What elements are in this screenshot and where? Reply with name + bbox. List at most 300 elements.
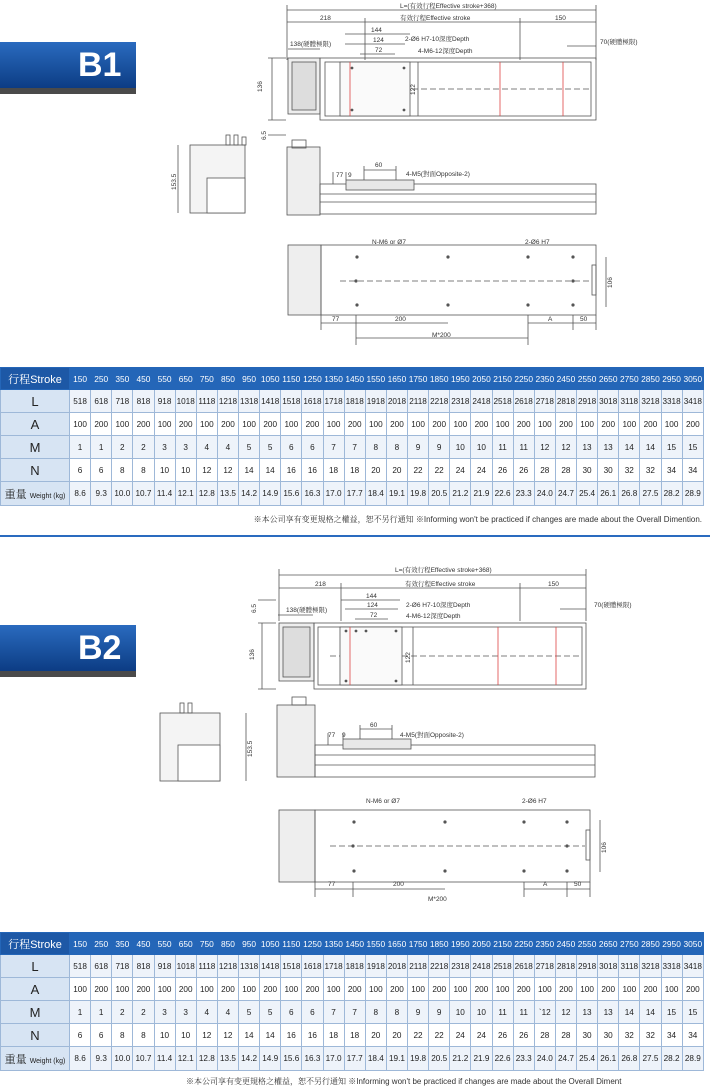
stroke-cell: 2250 (513, 368, 534, 390)
value-cell: 1418 (260, 390, 281, 413)
weight-cell: 19.8 (408, 482, 429, 506)
value-cell: 28 (555, 459, 576, 482)
value-cell: 718 (112, 390, 133, 413)
weight-cell: 25.4 (577, 1047, 598, 1071)
value-cell: 22 (408, 1024, 429, 1047)
note-m5: 4-M5(對面Opposite-2) (400, 732, 464, 739)
weight-cell: 15.6 (281, 482, 302, 506)
value-cell: 100 (154, 978, 175, 1001)
dim-70: 70(硬體極限) (600, 39, 638, 46)
row-m (1, 436, 704, 459)
value-cell: 8 (112, 1024, 133, 1047)
value-cell: 6 (302, 436, 323, 459)
value-cell: 16 (281, 1024, 302, 1047)
weight-cell: 14.9 (260, 1047, 281, 1071)
dim-72: 72 (375, 47, 383, 54)
weight-cell: 9.3 (91, 482, 112, 506)
value-cell: 200 (175, 978, 196, 1001)
value-cell: 15 (682, 1001, 703, 1024)
value-cell: 12 (534, 436, 555, 459)
stroke-cell: 2750 (619, 933, 640, 955)
value-cell: 200 (133, 978, 154, 1001)
value-cell: 8 (133, 459, 154, 482)
weight-cell: 15.6 (281, 1047, 302, 1071)
stroke-cell: 750 (196, 368, 217, 390)
value-cell: 6 (91, 1024, 112, 1047)
row-label: M (1, 436, 70, 459)
value-cell: 26 (492, 459, 513, 482)
value-cell: 9 (429, 1001, 450, 1024)
value-cell: 2518 (492, 955, 513, 978)
stroke-cell: 2950 (661, 933, 682, 955)
value-cell: 200 (302, 413, 323, 436)
value-cell: 100 (365, 413, 386, 436)
dim-124: 124 (373, 37, 384, 44)
value-cell: 1118 (196, 390, 217, 413)
value-cell: 14 (640, 1001, 661, 1024)
note-nm6: N-M6 or Ø7 (366, 798, 400, 805)
stroke-cell: 2050 (471, 933, 492, 955)
note-tap: 4-M6-12深度Depth (406, 613, 461, 620)
value-cell: 10 (175, 1024, 196, 1047)
stroke-cell: 2450 (555, 933, 576, 955)
weight-cell: 26.1 (598, 1047, 619, 1071)
stroke-cell: 450 (133, 933, 154, 955)
value-cell: 13 (577, 1001, 598, 1024)
value-cell: 34 (682, 1024, 703, 1047)
section-b1 (0, 0, 710, 535)
stroke-cell: 1450 (344, 368, 365, 390)
value-cell: 100 (534, 978, 555, 1001)
weight-cell: 8.6 (70, 482, 91, 506)
weight-cell: 14.2 (239, 1047, 260, 1071)
dim-70: 70(硬體極限) (594, 602, 632, 609)
value-cell: 30 (577, 1024, 598, 1047)
weight-cell: 12.8 (196, 1047, 217, 1071)
value-cell: 200 (260, 413, 281, 436)
dim-a: A (543, 881, 548, 888)
value-cell: 200 (640, 978, 661, 1001)
value-cell: 7 (344, 1001, 365, 1024)
value-cell: 2718 (534, 390, 555, 413)
value-cell: 200 (260, 978, 281, 1001)
value-cell: 1418 (260, 955, 281, 978)
value-cell: 28 (534, 459, 555, 482)
section-divider (0, 535, 710, 537)
value-cell: 2918 (577, 390, 598, 413)
value-cell: 100 (112, 413, 133, 436)
row-label: L (1, 390, 70, 413)
value-cell: 32 (640, 1024, 661, 1047)
value-cell: 1918 (365, 390, 386, 413)
weight-cell: 24.0 (534, 1047, 555, 1071)
value-cell: 30 (598, 1024, 619, 1047)
dim-60: 60 (370, 722, 378, 729)
weight-cell: 10.0 (112, 1047, 133, 1071)
value-cell: 32 (619, 459, 640, 482)
stroke-cell: 1950 (450, 933, 471, 955)
note-pin: 2-Ø6 H7-10深度Depth (406, 602, 471, 609)
value-cell: 100 (619, 413, 640, 436)
value-cell: 14 (640, 436, 661, 459)
note-tap: 4-M6-12深度Depth (418, 48, 473, 55)
value-cell: 200 (555, 978, 576, 1001)
value-cell: 3 (154, 1001, 175, 1024)
value-cell: 14 (619, 436, 640, 459)
value-cell: 12 (196, 1024, 217, 1047)
row-label: M (1, 1001, 70, 1024)
weight-cell: 26.8 (619, 482, 640, 506)
value-cell: 2 (133, 436, 154, 459)
stroke-cell: 1850 (429, 933, 450, 955)
value-cell: 13 (598, 436, 619, 459)
weight-cell: 26.8 (619, 1047, 640, 1071)
value-cell: 26 (492, 1024, 513, 1047)
dim-150: 150 (555, 15, 566, 22)
row-n (1, 1024, 704, 1047)
value-cell: 3418 (682, 955, 703, 978)
stroke-cell: 950 (239, 368, 260, 390)
value-cell: 20 (365, 459, 386, 482)
value-cell: 200 (91, 413, 112, 436)
value-cell: 100 (619, 978, 640, 1001)
weight-cell: 8.6 (70, 1047, 91, 1071)
value-cell: 2 (112, 1001, 133, 1024)
value-cell: 1518 (281, 955, 302, 978)
dim-150: 150 (548, 581, 559, 588)
value-cell: 100 (408, 978, 429, 1001)
row-label: A (1, 978, 70, 1001)
weight-cell: 10.7 (133, 1047, 154, 1071)
dim-1535: 153.5 (247, 740, 254, 757)
value-cell: 22 (429, 459, 450, 482)
value-cell: 34 (661, 1024, 682, 1047)
weight-cell: 10.0 (112, 482, 133, 506)
value-cell: 1618 (302, 390, 323, 413)
stroke-cell: 1750 (408, 368, 429, 390)
dim-218: 218 (315, 581, 326, 588)
value-cell: 3 (175, 436, 196, 459)
value-cell: 18 (323, 1024, 344, 1047)
row-label: 重量 Weight (kg) (1, 1047, 70, 1071)
value-cell: 2618 (513, 955, 534, 978)
value-cell: 24 (471, 459, 492, 482)
value-cell: 200 (471, 978, 492, 1001)
stroke-cell: 350 (112, 933, 133, 955)
value-cell: 13 (577, 436, 598, 459)
value-cell: 10 (471, 1001, 492, 1024)
weight-cell: 18.4 (365, 1047, 386, 1071)
value-cell: 10 (450, 1001, 471, 1024)
value-cell: 14 (239, 1024, 260, 1047)
value-cell: 1 (91, 436, 112, 459)
value-cell: 100 (661, 978, 682, 1001)
stroke-cell: 250 (91, 933, 112, 955)
dim-total-label: L=(有效行程Effective stroke+368) (400, 3, 497, 10)
stroke-cell: 1250 (302, 933, 323, 955)
value-cell: 1818 (344, 390, 365, 413)
stroke-cell: 2350 (534, 933, 555, 955)
value-cell: 4 (217, 1001, 238, 1024)
stroke-cell: 1750 (408, 933, 429, 955)
value-cell: 15 (661, 436, 682, 459)
value-cell: 2718 (534, 955, 555, 978)
value-cell: 26 (513, 459, 534, 482)
dim-1535: 153.5 (171, 173, 178, 190)
value-cell: 200 (513, 978, 534, 1001)
value-cell: 3 (175, 1001, 196, 1024)
dim-106: 106 (607, 277, 614, 288)
dim-m200: M*200 (432, 332, 451, 339)
value-cell: 6 (281, 1001, 302, 1024)
value-cell: 2118 (408, 390, 429, 413)
value-cell: 12 (217, 1024, 238, 1047)
dim-77a: 77 (328, 732, 336, 739)
value-cell: 26 (513, 1024, 534, 1047)
value-cell: 2218 (429, 955, 450, 978)
weight-cell: 12.1 (175, 1047, 196, 1071)
weight-cell: 22.6 (492, 1047, 513, 1071)
weight-cell: 20.5 (429, 482, 450, 506)
value-cell: 7 (323, 436, 344, 459)
value-cell: 100 (492, 413, 513, 436)
value-cell: 1718 (323, 390, 344, 413)
dim-136: 136 (257, 81, 264, 92)
weight-cell: 17.0 (323, 482, 344, 506)
value-cell: 12 (217, 459, 238, 482)
dim-9: 9 (342, 732, 346, 739)
stroke-cell: 650 (175, 933, 196, 955)
value-cell: 200 (682, 413, 703, 436)
value-cell: 20 (386, 1024, 407, 1047)
weight-cell: 28.9 (682, 1047, 703, 1071)
stroke-cell: 2850 (640, 368, 661, 390)
dim-m200: M*200 (428, 896, 447, 903)
value-cell: 8 (386, 1001, 407, 1024)
dim-65: 6.5 (261, 130, 268, 140)
value-cell: 100 (408, 413, 429, 436)
stroke-cell: 1950 (450, 368, 471, 390)
value-cell: 10 (175, 459, 196, 482)
value-cell: 3 (154, 436, 175, 459)
value-cell: 100 (450, 413, 471, 436)
value-cell: 100 (70, 413, 91, 436)
value-cell: 200 (429, 978, 450, 1001)
dim-218: 218 (320, 15, 331, 22)
note-pin2: 2-Ø6 H7 (525, 239, 550, 246)
value-cell: 4 (196, 436, 217, 459)
stroke-cell: 2950 (661, 368, 682, 390)
stroke-cell: 1250 (302, 368, 323, 390)
value-cell: 3318 (661, 390, 682, 413)
value-cell: 6 (70, 1024, 91, 1047)
value-cell: 28 (555, 1024, 576, 1047)
value-cell: 10 (450, 436, 471, 459)
value-cell: 718 (112, 955, 133, 978)
value-cell: 200 (386, 413, 407, 436)
value-cell: 6 (281, 436, 302, 459)
value-cell: 200 (598, 978, 619, 1001)
value-cell: 15 (661, 1001, 682, 1024)
stroke-cell: 3050 (682, 368, 703, 390)
value-cell: 22 (408, 459, 429, 482)
value-cell: 818 (133, 955, 154, 978)
weight-cell: 17.0 (323, 1047, 344, 1071)
value-cell: 2818 (555, 955, 576, 978)
weight-cell: 9.3 (91, 1047, 112, 1071)
value-cell: 100 (661, 413, 682, 436)
value-cell: 1618 (302, 955, 323, 978)
weight-cell: 24.7 (555, 1047, 576, 1071)
stroke-cell: 2550 (577, 368, 598, 390)
stroke-cell: 3050 (682, 933, 703, 955)
stroke-cell: 2750 (619, 368, 640, 390)
weight-cell: 19.1 (386, 482, 407, 506)
value-cell: 200 (471, 413, 492, 436)
drawing-b2 (0, 545, 710, 905)
value-cell: 1318 (239, 955, 260, 978)
value-cell: 5 (260, 1001, 281, 1024)
stroke-cell: 250 (91, 368, 112, 390)
stroke-header-row (1, 368, 704, 390)
value-cell: 3018 (598, 955, 619, 978)
value-cell: 918 (154, 390, 175, 413)
value-cell: 12 (555, 1001, 576, 1024)
value-cell: 100 (154, 413, 175, 436)
dim-effective-stroke: 有效行程Effective stroke (400, 15, 471, 22)
value-cell: 2318 (450, 955, 471, 978)
value-cell: 9 (408, 436, 429, 459)
weight-cell: 23.3 (513, 482, 534, 506)
weight-cell: 19.1 (386, 1047, 407, 1071)
stroke-cell: 1550 (365, 368, 386, 390)
value-cell: 1918 (365, 955, 386, 978)
weight-cell: 27.5 (640, 1047, 661, 1071)
stroke-header-row (1, 933, 704, 955)
stroke-cell: 550 (154, 933, 175, 955)
value-cell: 16 (302, 1024, 323, 1047)
stroke-cell: 350 (112, 368, 133, 390)
dim-136: 136 (249, 649, 256, 660)
row-label: L (1, 955, 70, 978)
dim-total-label: L=(有效行程Effective stroke+368) (395, 567, 492, 574)
value-cell: 16 (302, 459, 323, 482)
weight-cell: 12.8 (196, 482, 217, 506)
stroke-cell: 850 (217, 933, 238, 955)
value-cell: 100 (365, 978, 386, 1001)
value-cell: 1318 (239, 390, 260, 413)
value-cell: 200 (429, 413, 450, 436)
value-cell: 14 (619, 1001, 640, 1024)
value-cell: 32 (619, 1024, 640, 1047)
stroke-cell: 950 (239, 933, 260, 955)
stroke-cell: 1050 (260, 933, 281, 955)
row-label: A (1, 413, 70, 436)
value-cell: 2618 (513, 390, 534, 413)
value-cell: 1018 (175, 390, 196, 413)
value-cell: 30 (598, 459, 619, 482)
stroke-cell: 1850 (429, 368, 450, 390)
stroke-cell: 2050 (471, 368, 492, 390)
note-nm6: N-M6 or Ø7 (372, 239, 406, 246)
value-cell: 2818 (555, 390, 576, 413)
dim-200: 200 (393, 881, 404, 888)
stroke-cell: 2650 (598, 368, 619, 390)
value-cell: 9 (429, 436, 450, 459)
value-cell: 200 (175, 413, 196, 436)
value-cell: 2018 (386, 955, 407, 978)
dim-65: 6.5 (251, 603, 258, 613)
dim-122: 122 (410, 84, 417, 95)
value-cell: 1218 (217, 955, 238, 978)
value-cell: 18 (344, 1024, 365, 1047)
dim-77b: 77 (332, 316, 340, 323)
value-cell: 24 (450, 459, 471, 482)
row-label: N (1, 459, 70, 482)
weight-cell: 11.4 (154, 1047, 175, 1071)
weight-cell: 21.2 (450, 482, 471, 506)
weight-cell: 14.9 (260, 482, 281, 506)
note-m5: 4-M5(對面Opposite-2) (406, 171, 470, 178)
value-cell: 10 (471, 436, 492, 459)
weight-cell: 21.2 (450, 1047, 471, 1071)
value-cell: 28 (534, 1024, 555, 1047)
stroke-cell: 1150 (281, 933, 302, 955)
stroke-cell: 1350 (323, 368, 344, 390)
dim-144: 144 (371, 27, 382, 34)
value-cell: 5 (260, 436, 281, 459)
stroke-cell: 1550 (365, 933, 386, 955)
value-cell: 12 (555, 436, 576, 459)
dim-124: 124 (367, 602, 378, 609)
weight-cell: 22.6 (492, 482, 513, 506)
value-cell: 11 (492, 436, 513, 459)
value-cell: 1718 (323, 955, 344, 978)
dim-138: 138(硬體極限) (286, 607, 328, 614)
value-cell: 2518 (492, 390, 513, 413)
weight-cell: 20.5 (429, 1047, 450, 1071)
value-cell: 1518 (281, 390, 302, 413)
value-cell: 100 (112, 978, 133, 1001)
stroke-cell: 1150 (281, 368, 302, 390)
value-cell: 2118 (408, 955, 429, 978)
weight-cell: 16.3 (302, 1047, 323, 1071)
value-cell: 3418 (682, 390, 703, 413)
weight-cell: 26.1 (598, 482, 619, 506)
value-cell: 15 (682, 436, 703, 459)
value-cell: 100 (70, 978, 91, 1001)
weight-cell: 21.9 (471, 1047, 492, 1071)
value-cell: 7 (323, 1001, 344, 1024)
stroke-cell: 2150 (492, 933, 513, 955)
value-cell: 8 (133, 1024, 154, 1047)
spec-table-b2 (0, 932, 704, 1071)
weight-cell: 18.4 (365, 482, 386, 506)
dim-77a: 77 (336, 172, 344, 179)
value-cell: 200 (91, 978, 112, 1001)
value-cell: 818 (133, 390, 154, 413)
section-b2 (0, 545, 710, 1087)
value-cell: 200 (386, 978, 407, 1001)
value-cell: 2018 (386, 390, 407, 413)
stroke-cell: 2650 (598, 933, 619, 955)
stroke-cell: 1450 (344, 933, 365, 955)
value-cell: 200 (217, 413, 238, 436)
value-cell: 11 (492, 1001, 513, 1024)
value-cell: 2 (133, 1001, 154, 1024)
dim-200: 200 (395, 316, 406, 323)
row-l (1, 390, 704, 413)
